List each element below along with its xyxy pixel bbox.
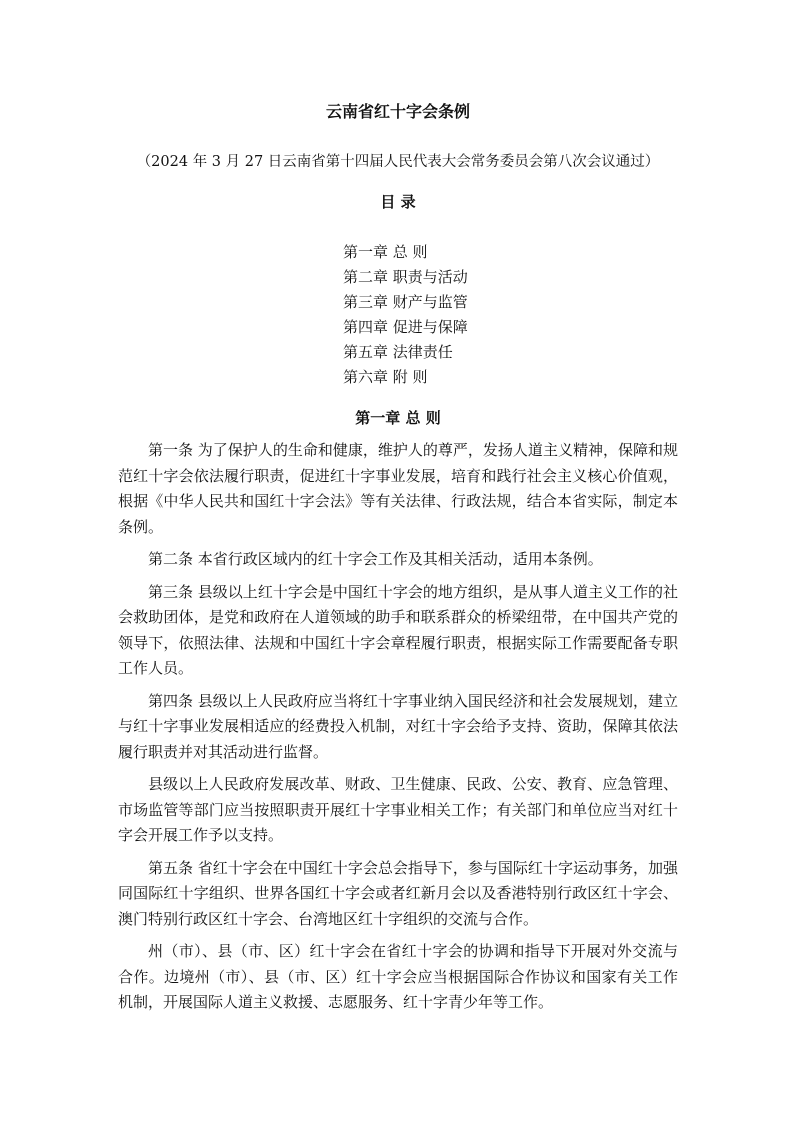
article-4-paragraph: 第四条 县级以上人民政府应当将红十字事业纳入国民经济和社会发展规划，建立与红十字事业发展相适应的经费投入机制，对红十字会给予支持、资助，保障其依法履行职责并对其活动进行监督。 xyxy=(118,691,678,761)
article-5-paragraph-2: 州（市）、县（市、区）红十字会在省红十字会的协调和指导下开展对外交流与合作。边境州（市）、县（市、区）红十字会应当根据国际合作协议和国家有关工作机制，开展国际人道主义救援、志愿服务、红十字青少年等工作。 xyxy=(118,942,678,1011)
toc-item-chapter-5: 第五章 法律责任 xyxy=(343,343,453,361)
article-2-paragraph: 第二条 本省行政区域内的红十字会工作及其相关活动，适用本条例。 xyxy=(148,550,603,568)
chapter-1-heading: 第一章 总 则 xyxy=(355,409,441,427)
table-of-contents xyxy=(343,240,468,390)
article-3-paragraph: 第三条 县级以上红十字会是中国红十字会的地方组织，是从事人道主义工作的社会救助团体，是党和政府在人道领域的助手和联系群众的桥梁纽带，在中国共产党的领导下，依照法律、法规和中国红十字会章程履行职责，根据实际工作需要配备专职工作人员。 xyxy=(118,582,678,677)
document-subtitle: （2024 年 3 月 27 日云南省第十四届人民代表大会常务委员会第八次会议通过） xyxy=(136,154,660,170)
article-1-paragraph: 第一条 为了保护人的生命和健康，维护人的尊严，发扬人道主义精神，保障和规范红十字会依法履行职责，促进红十字事业发展，培育和践行社会主义核心价值观，根据《中华人民共和国红十字会法》等有关法律、行政法规，结合本省实际，制定本条例。 xyxy=(118,441,678,536)
toc-item-chapter-3: 第三章 财产与监管 xyxy=(343,293,468,311)
article-5-paragraph: 第五条 省红十字会在中国红十字会总会指导下，参与国际红十字运动事务，加强同国际红十字组织、世界各国红十字会或者红新月会以及香港特别行政区红十字会、澳门特别行政区红十字会、台湾地区红十字组织的交流与合作。 xyxy=(118,858,678,928)
document-title: 云南省红十字会条例 xyxy=(325,102,470,121)
document-page xyxy=(118,0,678,1122)
toc-item-chapter-6: 第六章 附 则 xyxy=(343,368,428,386)
toc-item-chapter-1: 第一章 总 则 xyxy=(343,243,428,261)
toc-item-chapter-2: 第二章 职责与活动 xyxy=(343,268,468,286)
toc-item-chapter-4: 第四章 促进与保障 xyxy=(343,318,468,336)
toc-title: 目 录 xyxy=(380,193,416,211)
article-4-paragraph-2: 县级以上人民政府发展改革、财政、卫生健康、民政、公安、教育、应急管理、市场监管等部门应当按照职责开展红十字事业相关工作；有关部门和单位应当对红十字会开展工作予以支持。 xyxy=(118,775,678,844)
chapter-1-body xyxy=(118,438,678,1023)
